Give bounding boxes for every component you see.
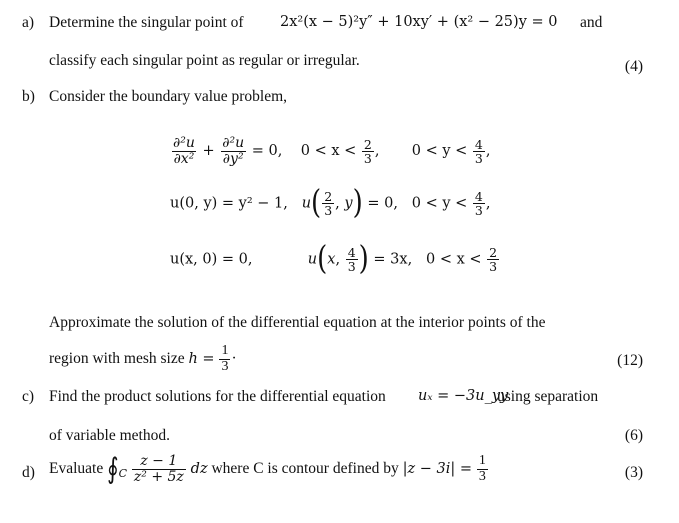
bc1-mid: = 0, xyxy=(367,195,398,212)
pde-y-limit: $\frac{4}{3}$ xyxy=(474,136,483,166)
part-b-marks: (12) xyxy=(617,352,643,369)
boundary-condition-1: u(0, y) = y² − 1, u( $\frac{2}{3}$ , y) = 0, 0 < y < $\frac{4}{3}$ , xyxy=(170,184,491,222)
bc1-y-limit: $\frac{4}{3}$ xyxy=(474,189,483,219)
part-d-marks: (3) xyxy=(624,464,643,481)
bc1-x-value: $\frac{2}{3}$ xyxy=(324,189,333,219)
pde-x-range: 0 < x < xyxy=(300,143,357,160)
part-a-text-2: classify each singular point as regular or irregular. xyxy=(49,52,360,69)
part-c-equation: uₓ = −3u_yy xyxy=(418,388,509,404)
bc1-lhs: u(0, y) = y² − 1, xyxy=(170,195,288,212)
bc2-x-limit: $\frac{2}{3}$ xyxy=(489,245,498,275)
pde-y-range: 0 < y < xyxy=(411,143,468,160)
boundary-condition-2: u(x, 0) = 0, u(x, $\frac{4}{3}$ ) = 3x, 0 < x < $\frac{2}{3}$ xyxy=(170,240,498,278)
d2u-dy2: $\frac{\text{∂²u}}{\text{∂y²}}$ xyxy=(222,135,245,167)
part-a-marks: (4) xyxy=(624,58,643,75)
bc1-y-range: 0 < y < xyxy=(411,195,468,212)
pde-x-limit: $\frac{2}{3}$ xyxy=(363,136,372,166)
part-a-text-1: Determine the singular point of xyxy=(49,14,244,31)
part-b-text-1: Consider the boundary value problem, xyxy=(49,88,288,105)
part-b-text-3: region with mesh size xyxy=(49,349,185,367)
contour-radius: $\frac{1}{3}$ xyxy=(478,453,486,484)
part-a-equation: 2x²(x − 5)²y″ + 10xy′ + (x² − 25)y = 0 xyxy=(280,14,558,30)
mesh-h: h = xyxy=(188,350,215,367)
bc2-x-range: 0 < x < xyxy=(426,251,482,268)
part-d-text-2: where C is contour defined by xyxy=(211,459,399,477)
bc2-lhs: u(x, 0) = 0, xyxy=(170,251,253,268)
contour-integral-icon: ∮ xyxy=(107,452,119,485)
integrand: $\frac{z - 1}{\text{z² + 5z}}$ xyxy=(133,453,184,485)
part-c-marks: (6) xyxy=(624,427,643,444)
contour-condition: |z − 3i| = xyxy=(402,460,472,477)
part-d-label: d) xyxy=(22,464,35,481)
part-d-text-1: Evaluate xyxy=(49,459,104,477)
part-d-line xyxy=(49,454,489,484)
part-b-label: b) xyxy=(22,88,35,105)
contour-label: C xyxy=(118,466,127,480)
part-c-text-1: Find the product solutions for the differential equation xyxy=(49,388,386,405)
part-c-label: c) xyxy=(22,388,35,405)
part-c-using: using separation xyxy=(497,388,599,405)
mesh-size: $\frac{1}{3}$ xyxy=(221,343,229,374)
part-a-label: a) xyxy=(22,14,35,31)
pde-equation: $\frac{\text{∂²u}}{\text{∂x²}}$ + $\frac{\text{∂²u}}{\text{∂y²}}$ = 0, 0 < x < $\frac{2}{3}$ , 0 < y < $\frac{4}{3}$ , xyxy=(173,135,491,167)
dz: dz xyxy=(190,460,208,477)
bc2-mid: = 3x, xyxy=(373,251,413,268)
part-b-text-2: Approximate the solution of the differential equation at the interior points of the xyxy=(49,314,546,331)
d2u-dx2: $\frac{\text{∂²u}}{\text{∂x²}}$ xyxy=(173,135,195,167)
part-b-text-3-line: region with mesh size h = $\frac{1}{3}$ · xyxy=(49,343,237,374)
part-a-and: and xyxy=(580,14,603,31)
part-c-text-2: of variable method. xyxy=(49,427,170,444)
bc2-y-value: $\frac{4}{3}$ xyxy=(347,245,356,275)
pde-rhs: = 0, xyxy=(251,143,283,160)
